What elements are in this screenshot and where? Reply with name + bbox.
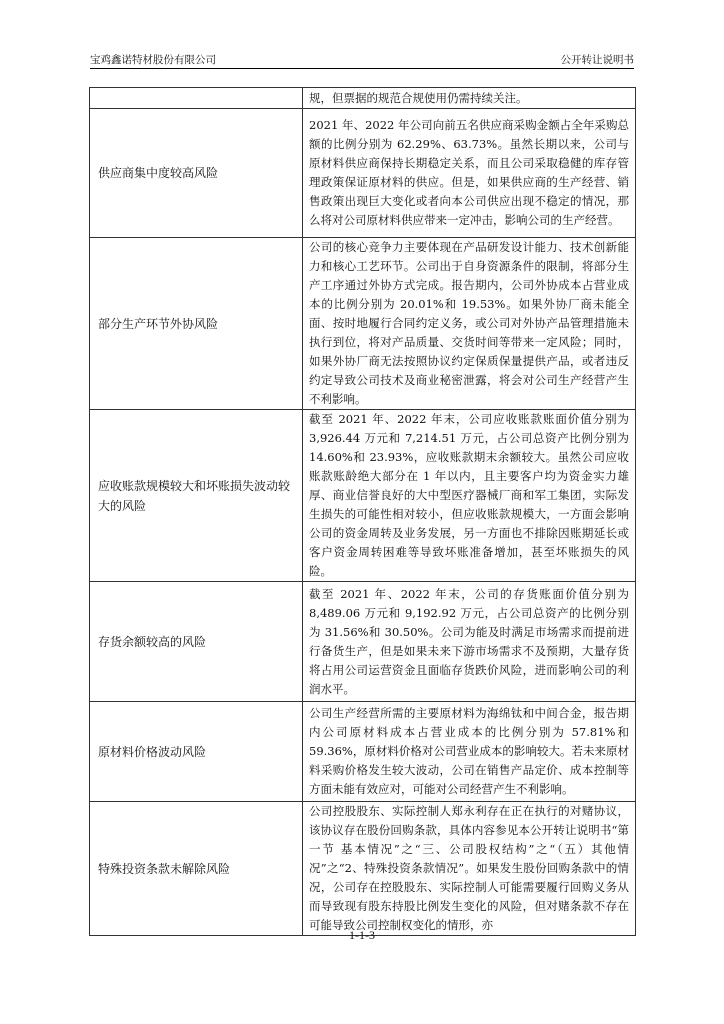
risk-name-cell: 应收账款规模较大和坏账损失波动较大的风险	[90, 410, 303, 582]
risk-description-cell: 截至 2021 年、2022 年末，公司应收账款账面价值分别为 3,926.44 万元和 7,214.51 万元，占公司总资产比例分别为 14.60%和 23.93%，应收账款期末余额较大。虽然公司应收账款账龄绝大部分在 1 年以内，且主要客户均为资金实力雄厚、商业信誉良好的大中型医疗器械厂商和军工集团，实际发生损失的可能性相对较小，但应收账款规模大，一方面会影响公司的资金周转及业务发展，另一方面也不排除因账期延长或客户资金周转困难等导致坏账准备增加，甚至坏账损失的风险。	[303, 410, 636, 582]
table-row	[90, 109, 636, 238]
risk-description-cell: 公司的核心竞争力主要体现在产品研发设计能力、技术创新能力和核心工艺环节。公司出于自身资源条件的限制，将部分生产工序通过外协方式完成。报告期内，公司外协成本占营业成本的比例分别为 20.01%和 19.53%。如果外协厂商未能全面、按时地履行合同约定义务，或公司对外协产品管理措施未执行到位，将对产品质量、交货时间等带来一定风险；同时，如果外协厂商无法按照协议约定保质保量提供产品，或者违反约定导致公司技术及商业秘密泄露，将会对公司生产经营产生不利影响。	[303, 238, 636, 410]
page-number: 1-1-3	[349, 928, 375, 942]
table-row	[90, 802, 636, 936]
risk-name-cell: 原材料价格波动风险	[90, 702, 303, 802]
company-name: 宝鸡鑫诺特材股份有限公司	[90, 54, 216, 66]
risk-description-cell: 规，但票据的规范合规使用仍需持续关注。	[303, 88, 636, 109]
risk-factor-table	[89, 87, 636, 936]
risk-name-cell	[90, 88, 303, 109]
header-divider	[90, 68, 634, 69]
table-row	[90, 582, 636, 702]
risk-description-cell: 2021 年、2022 年公司向前五名供应商采购金额占全年采购总额的比例分别为 62.29%、63.73%。虽然长期以来，公司与原材料供应商保持长期稳定关系，而且公司采取稳健的库存管理政策保证原材料的供应。但是，如果供应商的生产经营、销售政策出现巨大变化或者向本公司供应出现不稳定的情况，那么将对公司原材料供应带来一定冲击，影响公司的生产经营。	[303, 109, 636, 238]
table-row	[90, 410, 636, 582]
risk-name-cell: 部分生产环节外协风险	[90, 238, 303, 410]
risk-name-cell: 特殊投资条款未解除风险	[90, 802, 303, 936]
table-row	[90, 238, 636, 410]
document-title: 公开转让说明书	[560, 54, 634, 66]
table-row	[90, 702, 636, 802]
risk-description-cell: 公司控股股东、实际控制人郑永利存在正在执行的对赌协议，该协议存在股份回购条款，具体内容参见本公开转让说明书“第一节 基本情况”之“三、公司股权结构”之“（五）其他情况”之“2、特殊投资条款情况”。如果发生股份回购条款中的情况，公司存在控股股东、实际控制人可能需要履行回购义务从而导致现有股东持股比例发生变化的风险，但对赌条款不存在可能导致公司控制权变化的情形，亦	[303, 802, 636, 936]
table-row	[90, 88, 636, 109]
page-header	[90, 52, 634, 68]
risk-description-cell: 截至 2021 年、2022 年末，公司的存货账面价值分别为 8,489.06 万元和 9,192.92 万元，占公司总资产的比例分别为 31.56%和 30.50%。公司为能及时满足市场需求而提前进行备货生产，但是如果未来下游市场需求不及预期，大量存货将占用公司运营资金且面临存货跌价风险，进而影响公司的利润水平。	[303, 582, 636, 702]
risk-name-cell: 存货余额较高的风险	[90, 582, 303, 702]
risk-name-cell: 供应商集中度较高风险	[90, 109, 303, 238]
risk-description-cell: 公司生产经营所需的主要原材料为海绵钛和中间合金，报告期内公司原材料成本占营业成本的比例分别为 57.81%和 59.36%，原材料价格对公司营业成本的影响较大。若未来原材料采购价格发生较大波动，公司在销售产品定价、成本控制等方面未能有效应对，可能对公司经营产生不利影响。	[303, 702, 636, 802]
